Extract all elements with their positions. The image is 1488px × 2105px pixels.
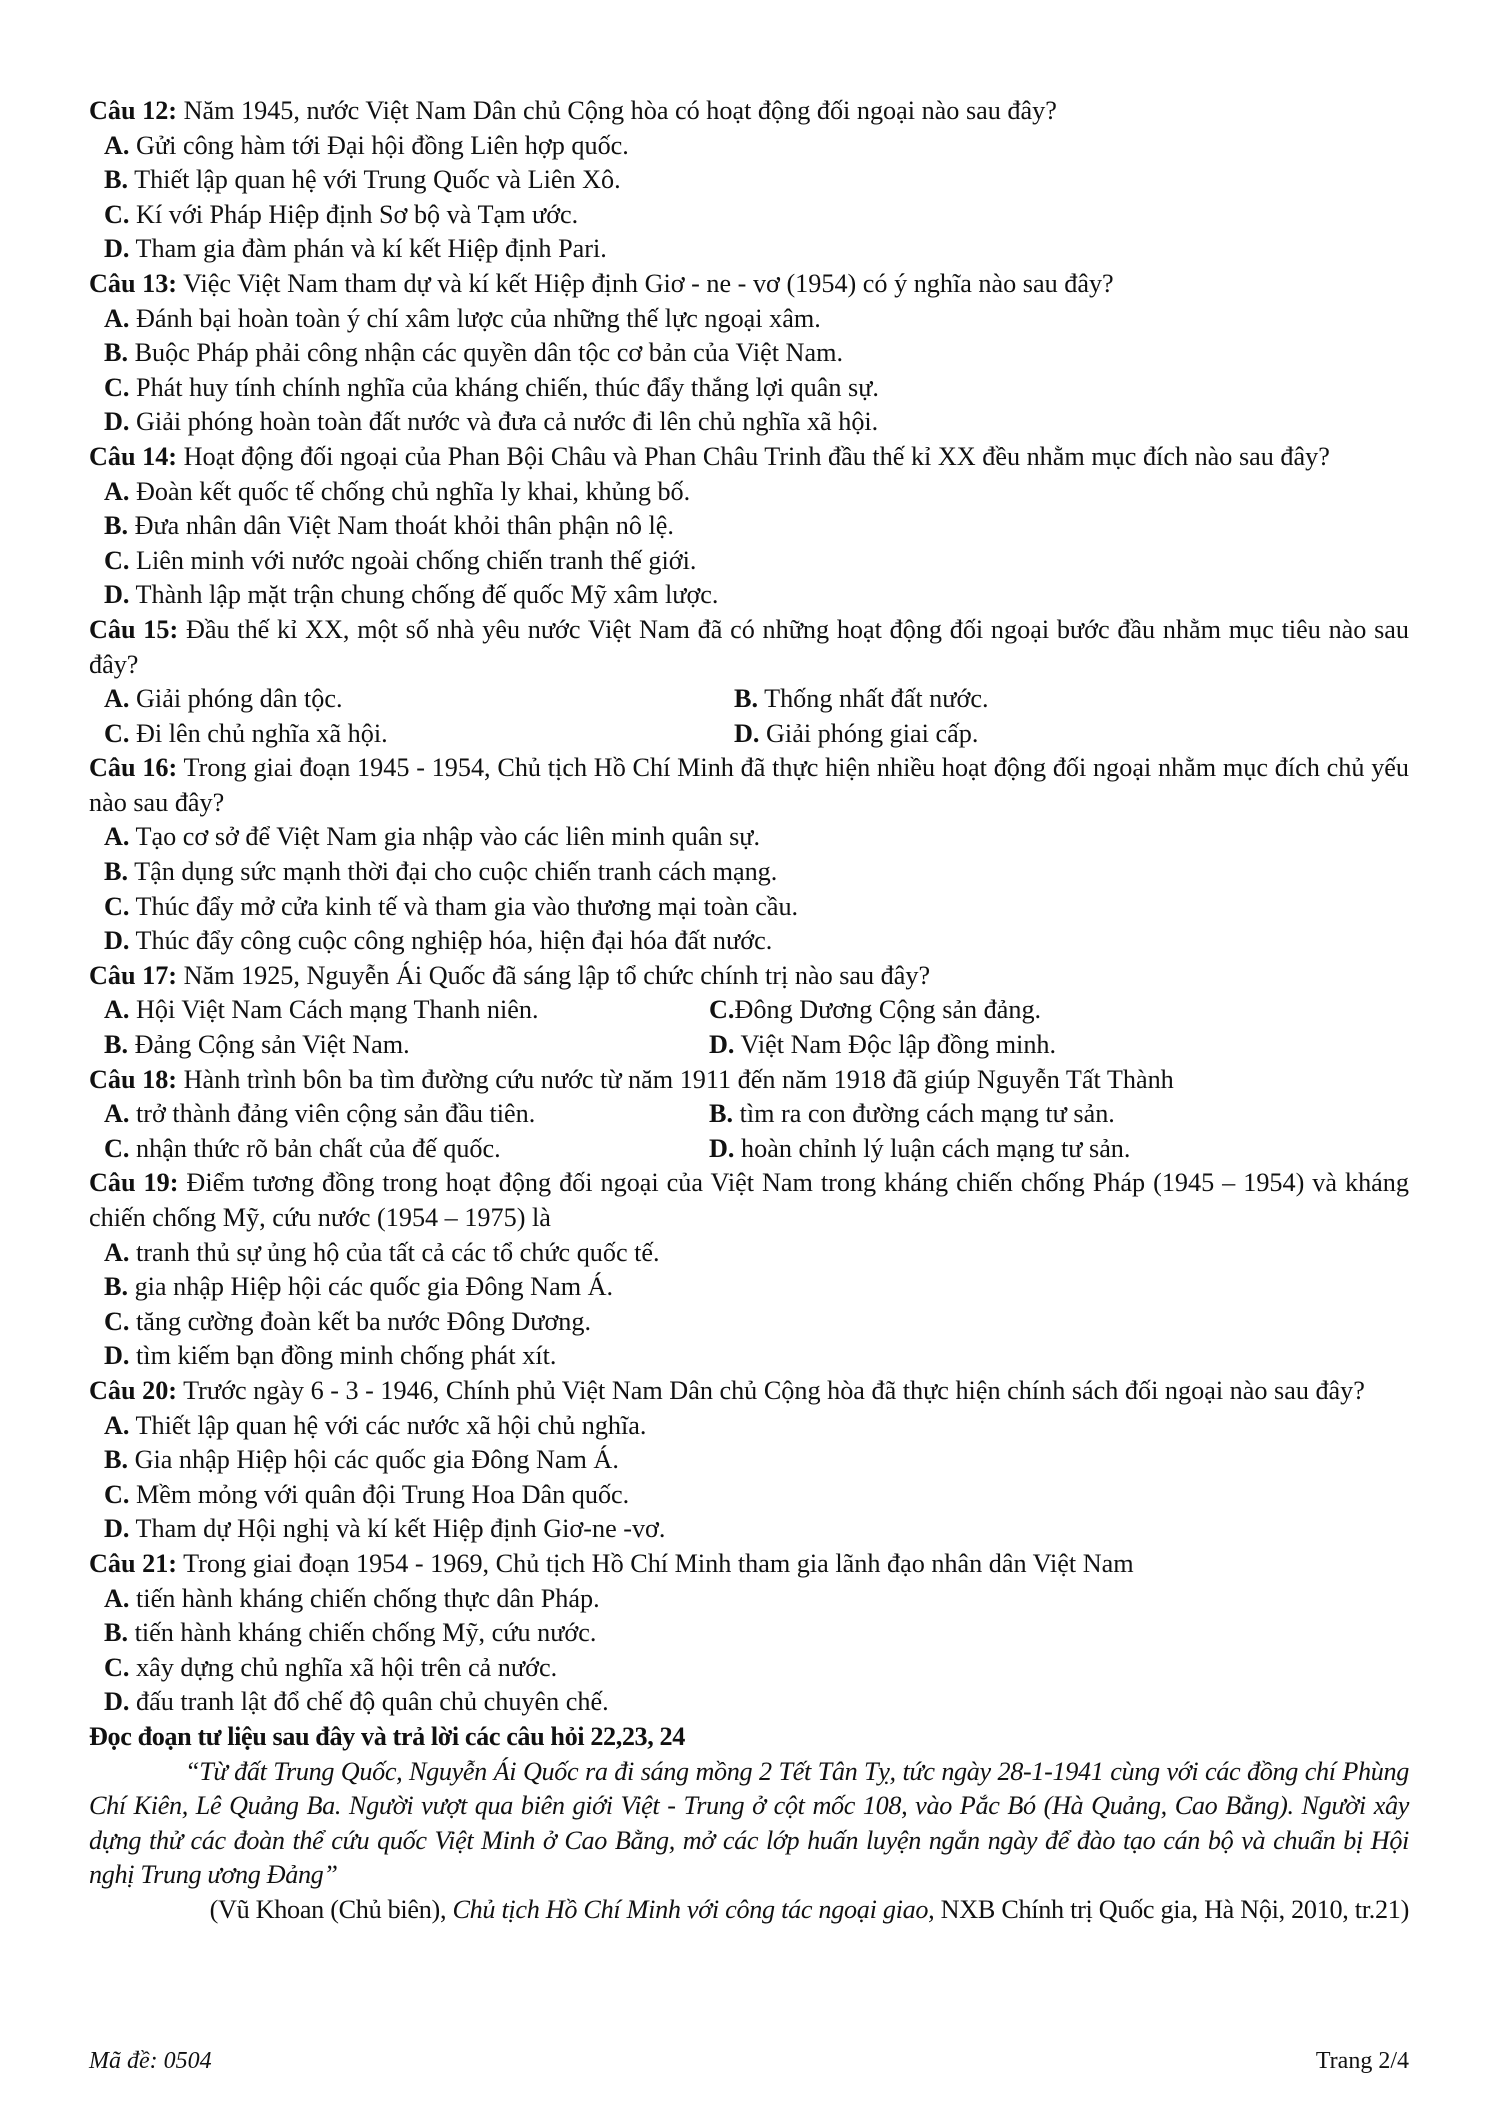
answer-option: C. xây dựng chủ nghĩa xã hội trên cả nước. bbox=[104, 1652, 558, 1682]
answer-option: A. Tạo cơ sở để Việt Nam gia nhập vào các liên minh quân sự. bbox=[104, 822, 761, 852]
answer-option: B. Gia nhập Hiệp hội các quốc gia Đông Nam Á. bbox=[104, 1445, 619, 1475]
answer-option: A. Thiết lập quan hệ với các nước xã hội chủ nghĩa. bbox=[104, 1410, 647, 1440]
page-footer bbox=[89, 2048, 1409, 2075]
answer-option: B. Tận dụng sức mạnh thời đại cho cuộc chiến tranh cách mạng. bbox=[104, 857, 778, 887]
answer-option: C. Kí với Pháp Hiệp định Sơ bộ và Tạm ước. bbox=[104, 199, 579, 229]
question bbox=[89, 751, 1409, 959]
question-label: Câu 18: bbox=[89, 1064, 178, 1094]
answer-option: C. Phát huy tính chính nghĩa của kháng chiến, thúc đẩy thắng lợi quân sự. bbox=[104, 372, 879, 402]
question-label: Câu 14: bbox=[89, 441, 178, 471]
answer-option: C. Liên minh với nước ngoài chống chiến tranh thế giới. bbox=[104, 545, 697, 575]
question-text: Trong giai đoạn 1945 - 1954, Chủ tịch Hồ Chí Minh đã thực hiện nhiều hoạt động đối ngoại nhằm mục đích chủ yếu nào sau đây? bbox=[89, 753, 1410, 817]
question-label: Câu 17: bbox=[89, 960, 178, 990]
answer-option: C. nhận thức rõ bản chất của đế quốc. bbox=[104, 1133, 501, 1163]
question-text: Năm 1945, nước Việt Nam Dân chủ Cộng hòa có hoạt động đối ngoại nào sau đây? bbox=[177, 96, 1057, 125]
answer-option: B. Đảng Cộng sản Việt Nam. bbox=[104, 1030, 410, 1060]
question-label: Câu 19: bbox=[89, 1168, 179, 1198]
page-number: Trang 2/4 bbox=[1315, 2048, 1409, 2074]
answer-option: B. gia nhập Hiệp hội các quốc gia Đông Nam Á. bbox=[104, 1272, 614, 1302]
question-text: Đầu thế kỉ XX, một số nhà yêu nước Việt Nam đã có những hoạt động đối ngoại bước đầu nhằm mục tiêu nào sau đây? bbox=[89, 614, 1410, 679]
reading-passage bbox=[89, 1720, 1409, 1928]
question bbox=[89, 1547, 1409, 1720]
question-block-12-14 bbox=[89, 94, 1409, 613]
answer-option: B. Thống nhất đất nước. bbox=[734, 684, 989, 714]
question-text: Việc Việt Nam tham dự và kí kết Hiệp định Giơ - ne - vơ (1954) có ý nghĩa nào sau đây? bbox=[177, 268, 1114, 298]
exam-page bbox=[89, 94, 1409, 1927]
answer-option: A. Gửi công hàm tới Đại hội đồng Liên hợp quốc. bbox=[104, 130, 629, 160]
question bbox=[89, 613, 1409, 751]
answer-row bbox=[89, 717, 1409, 752]
question-label: Câu 20: bbox=[89, 1375, 178, 1405]
question-block-19-21 bbox=[89, 1166, 1409, 1720]
answer-option: B. Thiết lập quan hệ với Trung Quốc và Liên Xô. bbox=[104, 165, 621, 195]
question-text: Trước ngày 6 - 3 - 1946, Chính phủ Việt Nam Dân chủ Cộng hòa đã thực hiện chính sách đối ngoại nào sau đây? bbox=[177, 1375, 1365, 1405]
answer-row bbox=[89, 682, 1409, 717]
answer-option: A. Đánh bại hoàn toàn ý chí xâm lược của những thế lực ngoại xâm. bbox=[104, 303, 821, 333]
question bbox=[89, 1063, 1409, 1167]
answer-option: D. hoàn chỉnh lý luận cách mạng tư sản. bbox=[709, 1133, 1131, 1163]
question-text: Hoạt động đối ngoại của Phan Bội Châu và Phan Châu Trinh đầu thế kỉ XX đều nhằm mục đích nào sau đây? bbox=[177, 441, 1330, 471]
answer-option: A. Hội Việt Nam Cách mạng Thanh niên. bbox=[104, 995, 539, 1025]
answer-option: A. Giải phóng dân tộc. bbox=[104, 684, 343, 714]
answer-option: A. tiến hành kháng chiến chống thực dân Pháp. bbox=[104, 1583, 600, 1613]
question-label: Câu 15: bbox=[89, 614, 179, 644]
answer-option: D. tìm kiếm bạn đồng minh chống phát xít. bbox=[104, 1341, 557, 1371]
question-text: Trong giai đoạn 1954 - 1969, Chủ tịch Hồ Chí Minh tham gia lãnh đạo nhân dân Việt Nam bbox=[177, 1548, 1134, 1578]
answer-row bbox=[89, 1028, 1409, 1063]
answer-row bbox=[89, 993, 1409, 1028]
answer-option: C.Đông Dương Cộng sản đảng. bbox=[709, 995, 1042, 1025]
answer-option: D. Việt Nam Độc lập đồng minh. bbox=[709, 1030, 1057, 1060]
source-citation: (Vũ Khoan (Chủ biên), Chủ tịch Hồ Chí Minh với công tác ngoại giao, NXB Chính trị Quốc gia, Hà Nội, 2010, tr.21) bbox=[209, 1894, 1409, 1924]
question-label: Câu 21: bbox=[89, 1548, 178, 1578]
question bbox=[89, 1166, 1409, 1374]
answer-option: D. Giải phóng hoàn toàn đất nước và đưa cả nước đi lên chủ nghĩa xã hội. bbox=[104, 407, 879, 437]
answer-option: B. Đưa nhân dân Việt Nam thoát khỏi thân phận nô lệ. bbox=[104, 511, 674, 541]
section-heading: Đọc đoạn tư liệu sau đây và trả lời các câu hỏi 22,23, 24 bbox=[89, 1721, 685, 1751]
answer-option: D. Tham gia đàm phán và kí kết Hiệp định Pari. bbox=[104, 234, 607, 264]
answer-option: B. tìm ra con đường cách mạng tư sản. bbox=[709, 1099, 1115, 1129]
answer-option: D. Thúc đẩy công cuộc công nghiệp hóa, hiện đại hóa đất nước. bbox=[104, 926, 773, 956]
answer-option: D. Thành lập mặt trận chung chống đế quốc Mỹ xâm lược. bbox=[104, 580, 719, 610]
answer-option: C. Thúc đẩy mở cửa kinh tế và tham gia vào thương mại toàn cầu. bbox=[104, 891, 799, 921]
question bbox=[89, 1374, 1409, 1547]
question bbox=[89, 440, 1409, 613]
answer-option: B. Buộc Pháp phải công nhận các quyền dân tộc cơ bản của Việt Nam. bbox=[104, 338, 844, 368]
answer-option: C. Đi lên chủ nghĩa xã hội. bbox=[104, 718, 388, 748]
answer-option: A. tranh thủ sự ủng hộ của tất cả các tổ chức quốc tế. bbox=[104, 1237, 660, 1267]
answer-option: B. tiến hành kháng chiến chống Mỹ, cứu nước. bbox=[104, 1618, 597, 1648]
answer-row bbox=[89, 1132, 1409, 1167]
question bbox=[89, 959, 1409, 1063]
question bbox=[89, 267, 1409, 440]
question bbox=[89, 94, 1409, 267]
question-label: Câu 16: bbox=[89, 753, 178, 783]
question-text: Năm 1925, Nguyễn Ái Quốc đã sáng lập tổ chức chính trị nào sau đây? bbox=[177, 960, 931, 990]
question-label: Câu 13: bbox=[89, 268, 178, 298]
answer-option: C. tăng cường đoàn kết ba nước Đông Dương. bbox=[104, 1306, 592, 1336]
answer-option: D. đấu tranh lật đổ chế độ quân chủ chuyên chế. bbox=[104, 1687, 609, 1717]
question-label: Câu 12: bbox=[89, 96, 178, 125]
answer-row bbox=[89, 1097, 1409, 1132]
answer-option: D. Tham dự Hội nghị và kí kết Hiệp định Giơ-ne -vơ. bbox=[104, 1514, 666, 1544]
exam-code: Mã đề: 0504 bbox=[89, 2048, 212, 2074]
question-text: Hành trình bôn ba tìm đường cứu nước từ năm 1911 đến năm 1918 đã giúp Nguyễn Tất Thành bbox=[177, 1064, 1174, 1094]
answer-option: A. trở thành đảng viên cộng sản đầu tiên. bbox=[104, 1099, 536, 1129]
question-text: Điểm tương đồng trong hoạt động đối ngoại của Việt Nam trong kháng chiến chống Pháp (1945 – 1954) và kháng chiến chống Mỹ, cứu nước (1954 – 1975) là bbox=[89, 1168, 1409, 1232]
answer-option: D. Giải phóng giai cấp. bbox=[734, 718, 979, 748]
answer-option: C. Mềm mỏng với quân đội Trung Hoa Dân quốc. bbox=[104, 1479, 630, 1509]
quote-text: “Từ đất Trung Quốc, Nguyễn Ái Quốc ra đi sáng mồng 2 Tết Tân Tỵ, tức ngày 28-1-1941 cùng với các đồng chí Phùng Chí Kiên, Lê Quảng Ba. Người vượt qua biên giới Việt - Trung ở cột mốc 108, vào Pắc Bó (Hà Quảng, Cao Bằng). Người xây dựng thử các đoàn thể cứu quốc Việt Minh ở Cao Bằng, mở các lớp huấn luyện ngắn ngày để đào tạo cán bộ và chuẩn bị Hội nghị Trung ương Đảng” bbox=[89, 1756, 1409, 1890]
answer-option: A. Đoàn kết quốc tế chống chủ nghĩa ly khai, khủng bố. bbox=[104, 476, 691, 506]
